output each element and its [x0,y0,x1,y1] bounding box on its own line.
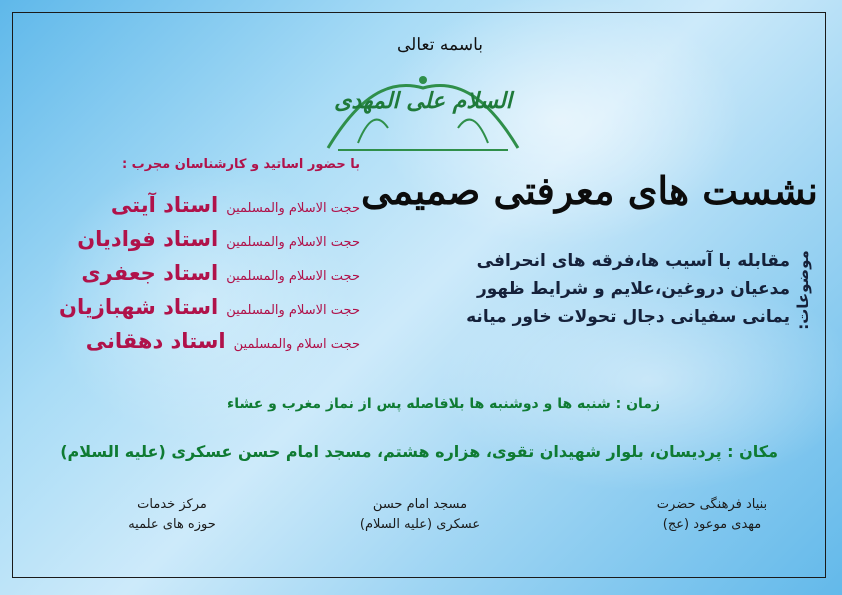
footer-line: مهدی موعود (عج) [662,517,762,532]
speaker-row [30,329,360,363]
speaker-row [30,193,360,227]
speaker-rank: حجت الاسلام والمسلمین [226,303,360,318]
page-title: نشست های معرفتی صمیمی [360,168,818,213]
topic-item: مدعیان دروغین،علایم و شرایط ظهور [476,279,790,299]
speaker-rank: حجت اسلام والمسلمین [233,337,360,352]
speaker-name: استاد شهبازیان [59,295,219,319]
topics-label-text: موضوعات: [794,250,812,330]
footer-line: بنیاد فرهنگی حضرت [656,497,768,512]
topics-label [788,240,818,340]
footer-line: مسجد امام حسن [372,497,468,512]
speaker-name: استاد جعفری [81,261,219,285]
speaker-rank: حجت الاسلام والمسلمین [226,235,360,250]
speaker-name: استاد دهقانی [85,329,226,353]
speaker-name: استاد فوادیان [77,227,219,251]
footer-org-mosque [320,495,520,535]
basmala: باسمه تعالی [397,35,483,55]
footer-line: عسکری (علیه السلام) [359,517,481,532]
footer-line: مرکز خدمات [137,497,207,512]
place-line: مکان : پردیسان، بلوار شهیدان تقوی، هزاره هشتم، مسجد امام حسن عسکری (علیه السلام) [60,442,778,461]
topics-list [420,247,790,331]
presence-line: با حضور اساتید و کارشناسان مجرب : [121,157,360,172]
footer-org-seminary [72,495,272,535]
emblem-text: السلام علی المهدی [334,88,512,114]
speaker-name: استاد آیتی [110,193,219,217]
footer-org-foundation [612,495,812,535]
topic-item: مقابله با آسیب ها،فرقه های انحرافی [476,251,790,271]
topic-item: یمانی سفیانی دجال تحولات خاور میانه [466,307,790,327]
time-line: زمان : شنبه ها و دوشنبه ها بلافاصله پس از نماز مغرب و عشاء [227,396,660,412]
speaker-row [30,227,360,261]
speaker-rank: حجت الاسلام والمسلمین [226,269,360,284]
speaker-row [30,261,360,295]
speaker-list [30,193,360,363]
footer-line: حوزه های علمیه [128,517,216,532]
speaker-row [30,295,360,329]
speaker-rank: حجت الاسلام والمسلمین [226,201,360,216]
